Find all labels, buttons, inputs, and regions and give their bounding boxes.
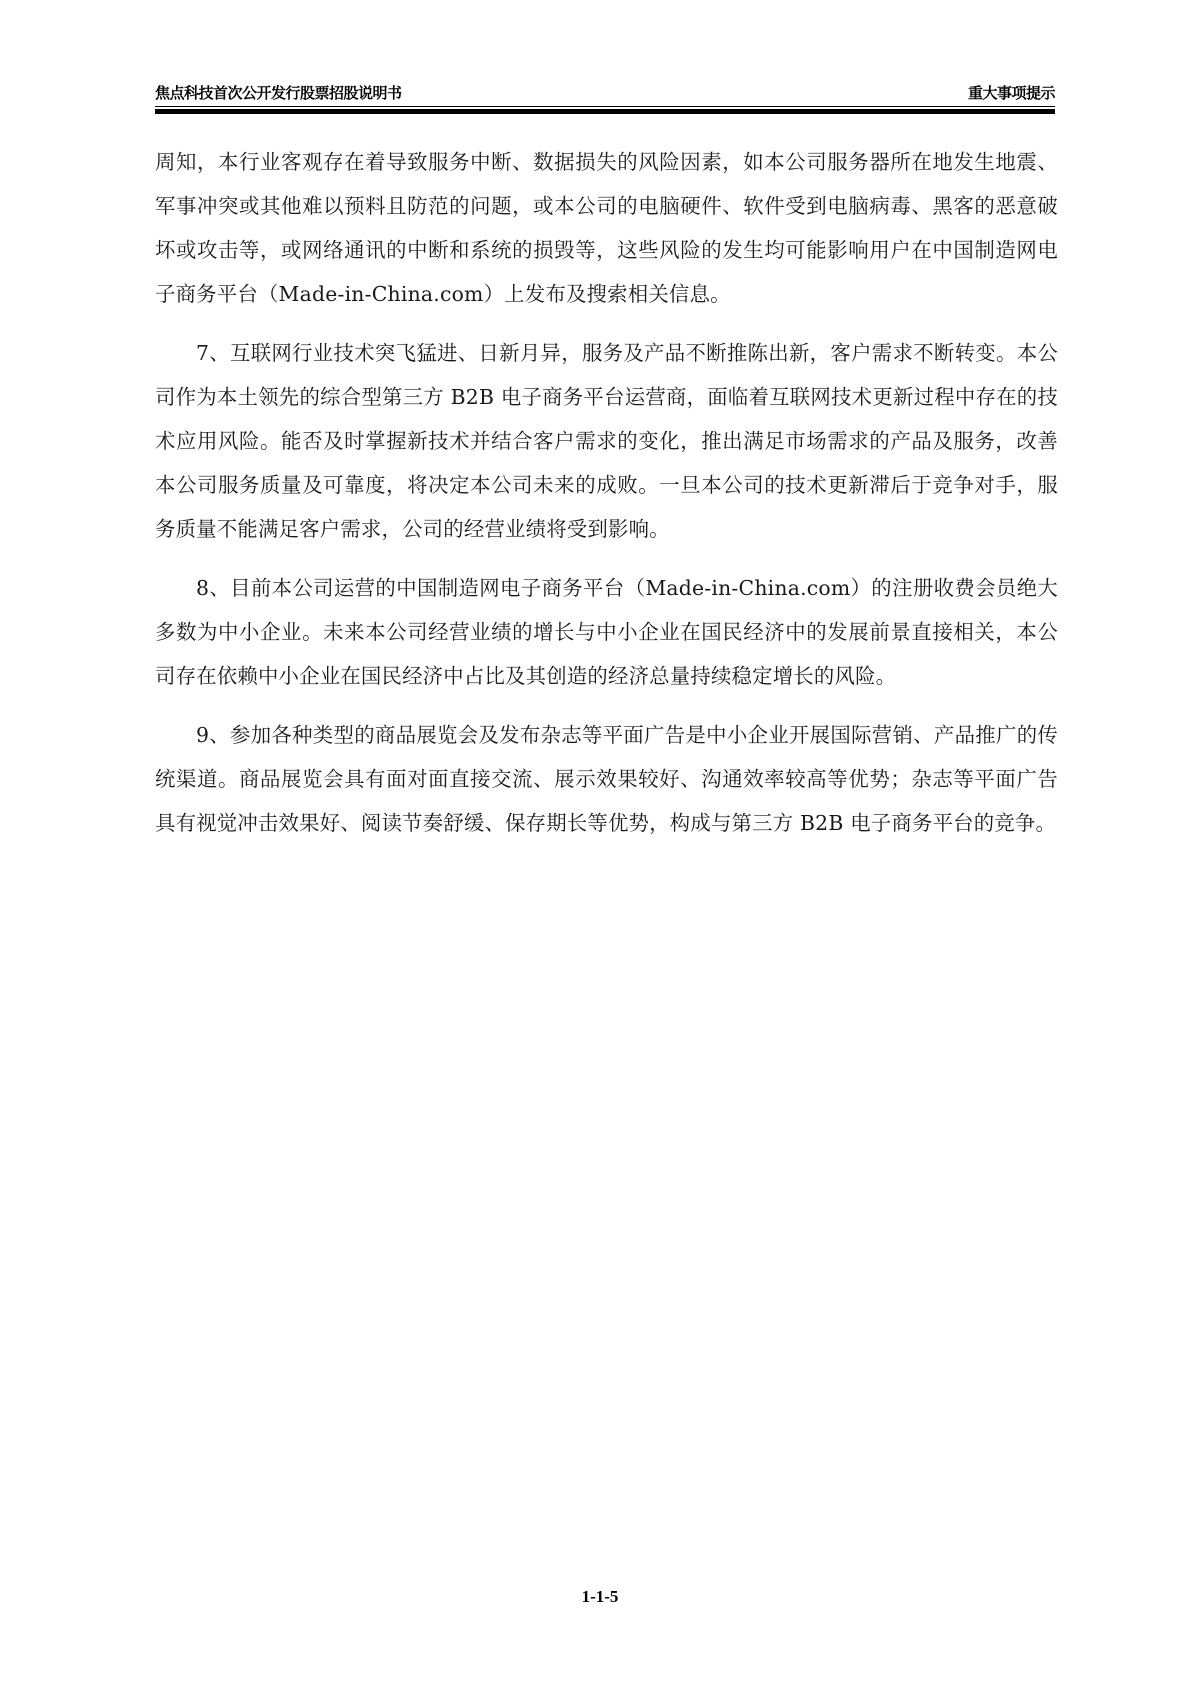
paragraph-risk-9: 9、参加各种类型的商品展览会及发布杂志等平面广告是中小企业开展国际营销、产品推广的传统渠道。商品展览会具有面对面直接交流、展示效果较好、沟通效率较高等优势；杂志等平面广告具有视觉冲击效果好、阅读节奏舒缓、保存期长等优势，构成与第三方 B2B 电子商务平台的竞争。 xyxy=(155,723,1058,835)
body-content xyxy=(155,140,1058,860)
document-title: 焦点科技首次公开发行股票招股说明书 xyxy=(155,84,402,102)
section-title: 重大事项提示 xyxy=(967,84,1055,102)
header-rule-thin xyxy=(155,106,1055,107)
page-header xyxy=(155,82,1055,104)
paragraph-risk-7: 7、互联网行业技术突飞猛进、日新月异，服务及产品不断推陈出新，客户需求不断转变。本公司作为本土领先的综合型第三方 B2B 电子商务平台运营商，面临着互联网技术更新过程中存在的技术应用风险。能否及时掌握新技术并结合客户需求的变化，推出满足市场需求的产品及服务，改善本公司服务质量及可靠度，将决定本公司未来的成败。一旦本公司的技术更新滞后于竞争对手，服务质量不能满足客户需求，公司的经营业绩将受到影响。 xyxy=(155,341,1058,541)
paragraph-risk-8: 8、目前本公司运营的中国制造网电子商务平台（Made-in-China.com）的注册收费会员绝大多数为中小企业。未来本公司经营业绩的增长与中小企业在国民经济中的发展前景直接相关，本公司存在依赖中小企业在国民经济中占比及其创造的经济总量持续稳定增长的风险。 xyxy=(155,576,1058,688)
paragraph-continued: 周知，本行业客观存在着导致服务中断、数据损失的风险因素，如本公司服务器所在地发生地震、军事冲突或其他难以预料且防范的问题，或本公司的电脑硬件、软件受到电脑病毒、黑客的恶意破坏或攻击等，或网络通讯的中断和系统的损毁等，这些风险的发生均可能影响用户在中国制造网电子商务平台（Made-in-China.com）上发布及搜索相关信息。 xyxy=(155,150,1058,306)
header-rule-thick xyxy=(155,109,1055,114)
page-number: 1-1-5 xyxy=(581,1587,619,1606)
